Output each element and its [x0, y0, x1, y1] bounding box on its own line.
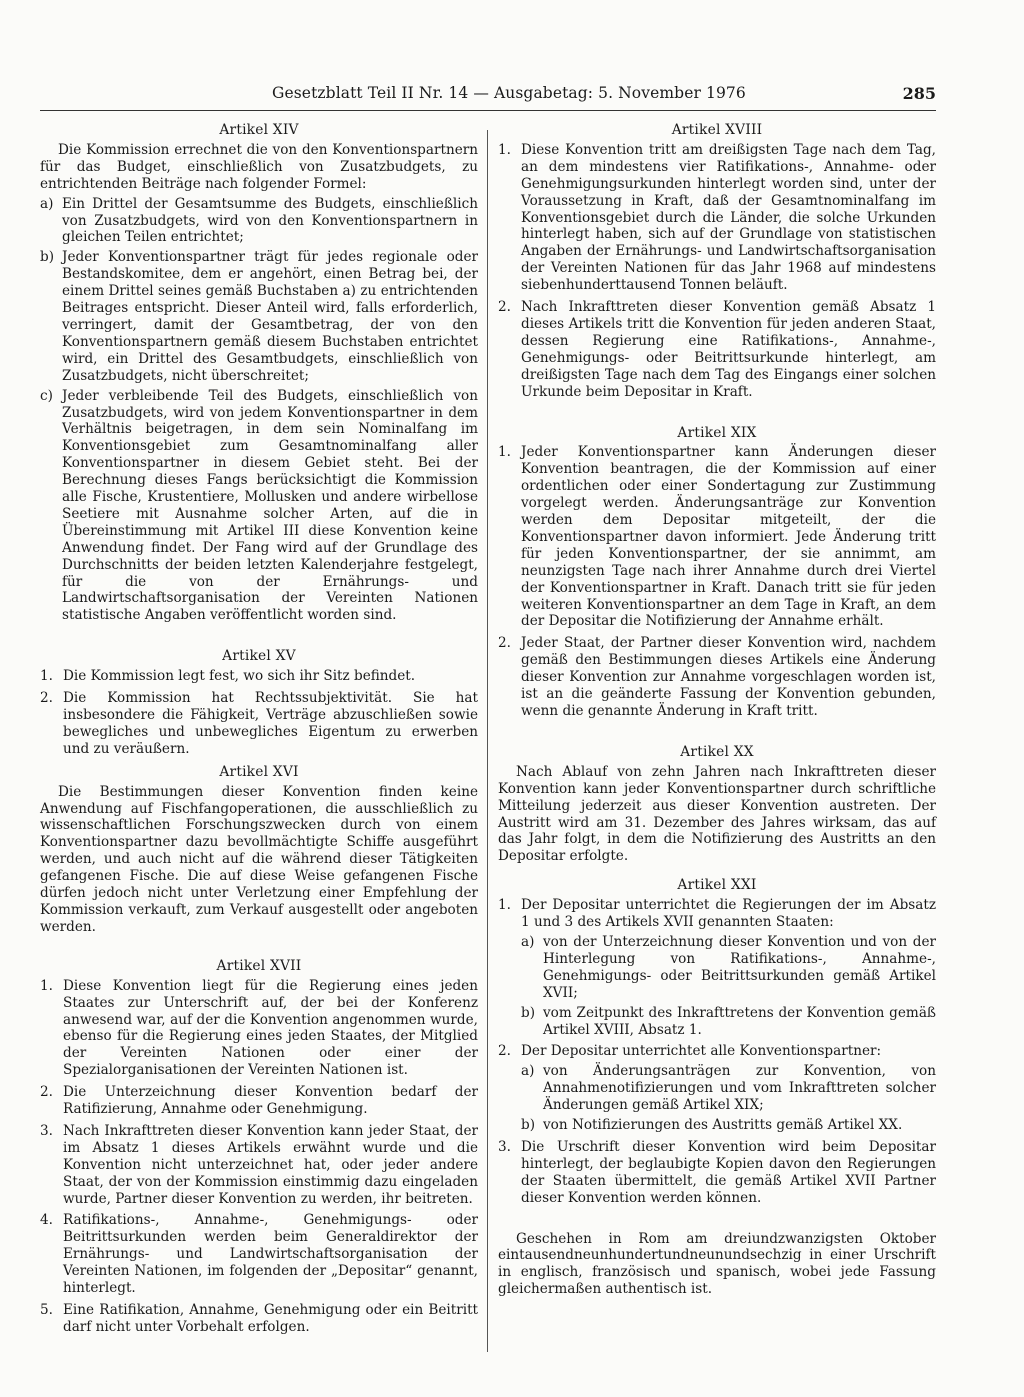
- item-text: Der Depositar unterrichtet die Regierungen der im Absatz 1 und 3 des Artikels XVII genannten Staaten:: [521, 897, 936, 931]
- item-text: von Änderungsanträgen zur Konvention, von Annahmenotifizierungen und vom Inkrafttreten solcher Änderungen gemäß Artikel XIX;: [543, 1063, 936, 1114]
- list-item: [498, 444, 936, 630]
- list-item: [40, 388, 478, 625]
- item-text: Jeder verbleibende Teil des Budgets, einschließlich von Zusatzbudgets, wird von jedem Konventionspartner in dem Verhältnis beigetragen, in dem sein Nominalfang im Konventionsgebiet zum Gesamtnominalfang aller Konventionspartner in diesem Gebiet steht. Bei der Berechnung dieses Fangs berücksichtigt die Kommission alle Fische, Krustentiere, Mollusken und andere wirbellose Seetiere mit Ausnahme solcher Arten, auf die in Übereinstimmung mit Artikel III diese Konvention keine Anwendung findet. Der Fang wird auf der Grundlage des Durchschnitts der beiden letzten Kalenderjahre festgelegt, für die von der Ernährungs- und Landwirtschaftsorganisation der Vereinten Nationen statistische Angaben veröffentlicht worden sind.: [62, 387, 478, 624]
- list-item: [40, 1123, 478, 1208]
- item-text: Die Unterzeichnung dieser Konvention bedarf der Ratifizierung, Annahme oder Genehmigung.: [63, 1084, 478, 1118]
- item-label: 3.: [498, 1138, 511, 1155]
- page-header: [272, 84, 936, 110]
- item-label: 4.: [40, 1212, 53, 1229]
- item-text: Der Depositar unterrichtet alle Konventionspartner:: [521, 1043, 882, 1060]
- item-text: von der Unterzeichnung dieser Konvention und von der Hinterlegung von Ratifikations-, Annahme-, Genehmigungs- oder Beitrittsurkunden gemäß Artikel XVII;: [543, 933, 936, 1001]
- article-xvii: [40, 958, 478, 1336]
- item-label: b): [521, 1117, 536, 1134]
- item-label: 2.: [498, 299, 511, 316]
- item-text: vom Zeitpunkt des Inkrafttretens der Konvention gemäß Artikel XVIII, Absatz 1.: [543, 1004, 936, 1038]
- item-label: 1.: [498, 141, 511, 158]
- list-item: [498, 142, 936, 294]
- item-text: Jeder Staat, der Partner dieser Konvention wird, nachdem gemäß den Bestimmungen dieses Artikels eine Änderung dieser Konvention zur Annahme vorgeschlagen worden ist, ist an die geänderte Fassung der Konvention gebunden, wenn die genannte Änderung in Kraft tritt.: [521, 635, 936, 719]
- list-item: [40, 249, 478, 384]
- sub-list: [521, 1063, 936, 1134]
- list-item: [40, 1302, 478, 1336]
- article-title: Artikel XIV: [219, 122, 299, 138]
- article-title: Artikel XIX: [677, 424, 757, 441]
- list-item: [40, 1084, 478, 1118]
- header-title: Gesetzblatt Teil II Nr. 14 — Ausgabetag: 5. November 1976: [272, 84, 746, 102]
- item-text: Diese Konvention tritt am dreißigsten Tage nach dem Tag, an dem mindestens vier Ratifikations-, Annahme- oder Genehmigungsurkunden hinterlegt worden sind, unter der Voraussetzung in Kraft, daß der Gesamtnominalfang im Konventionsgebiet durch die Länder, die solche Urkunden hinterlegt haben, sich auf der Grundlage von statistischen Angaben der Ernährungs- und Landwirtschaftsorganisation der Vereinten Nationen für das Jahr 1968 auf mindestens siebenhunderttausend Tonnen beläuft.: [521, 141, 936, 294]
- list-item: [40, 978, 478, 1079]
- article-xv: [40, 648, 478, 757]
- item-label: 1.: [40, 977, 53, 994]
- item-label: 1.: [498, 897, 511, 914]
- item-text: Diese Konvention liegt für die Regierung eines jeden Staates zur Unterschrift auf, der bei der Konferenz anwesend war, auf der die Konvention angenommen wurde, ebenso für die Regierung eines jeden Staates, der Mitglied der Vereinten Nationen oder einer der Spezialorganisationen der Vereinten Nationen ist.: [63, 977, 478, 1079]
- item-text: Nach Inkrafttreten dieser Konvention kann jeder Staat, der im Absatz 1 dieses Artikels erwähnt wurde und die Konvention nicht unterzeichnet hat, oder jeder andere Staat, der von der Kommission einstimmig dazu eingeladen wurde, Partner dieser Konvention zu werden, ihr beitreten.: [63, 1122, 478, 1207]
- article-title: Artikel XXI: [677, 877, 757, 894]
- item-label: a): [521, 1063, 535, 1080]
- item-text: Jeder Konventionspartner trägt für jedes regionale oder Bestandskomitee, dem er angehört, einen Betrag bei, der einem Drittel seines gemäß Buchstaben a) zu entrichtenden Beitrages entspricht. Dieser Anteil wird, falls erforderlich, verringert, damit der Gesamtbetrag, der von den Konventionspartnern gemäß diesem Buchstaben entrichtet wird, ein Drittel des Gesamtbudgets, einschließlich von Zusatzbudgets, nicht überschreitet;: [62, 249, 478, 384]
- item-text: Die Urschrift dieser Konvention wird beim Depositar hinterlegt, der beglaubigte Kopien davon den Regierungen der Staaten übermittelt, die gemäß Artikel XVII Partner dieser Konvention werden können.: [521, 1138, 936, 1206]
- item-label: 5.: [40, 1302, 53, 1318]
- article-intro: Die Kommission errechnet die von den Konventionspartnern für das Budget, einschließlich von Zusatzbudgets, zu entrichtenden Beiträge nach folgender Formel:: [40, 141, 478, 192]
- item-label: 2.: [498, 635, 511, 652]
- article-title: Artikel XVI: [219, 763, 299, 780]
- sub-item: [521, 1117, 936, 1134]
- item-label: a): [40, 195, 54, 212]
- item-label: b): [40, 249, 55, 266]
- article-xx: [498, 744, 936, 865]
- item-label: b): [521, 1004, 536, 1021]
- item-text: Die Kommission hat Rechtssubjektivität. Sie hat insbesondere die Fähigkeit, Verträge abzuschließen sowie bewegliches und unbewegliches Eigentum zu erwerben und zu veräußern.: [63, 690, 478, 757]
- item-label: 2.: [40, 1084, 53, 1101]
- list-item: [40, 668, 478, 685]
- list-item: [40, 1212, 478, 1297]
- item-text: Jeder Konventionspartner kann Änderungen dieser Konvention beantragen, die der Kommission auf einer ordentlichen oder einer Sondertagung zur Zustimmung vorgelegt werden. Änderungsanträge zur Konvention werden dem Depositar mitgeteilt, der die Konventionspartner davon informiert. Jede Änderung tritt für jeden Konventionspartner, der sie annimmt, am neunzigsten Tage nach ihrer Annahme durch drei Viertel der Konventionspartner in Kraft. Danach tritt sie für jeden weiteren Konventionspartner an dem Tage in Kraft, an dem der Depositar die Notifizierung der Annahme erhält.: [521, 444, 936, 630]
- list-item: [40, 196, 478, 247]
- right-column: [498, 122, 936, 1298]
- item-text: Ratifikations-, Annahme-, Genehmigungs- oder Beitrittsurkunden werden beim Generaldirektor der Ernährungs- und Landwirtschaftsorganisation der Vereinten Nationen, im folgenden der „Depositar“ genannt, hinterlegt.: [63, 1212, 478, 1297]
- article-text: Nach Ablauf von zehn Jahren nach Inkrafttreten dieser Konvention kann jeder Konventionspartner durch schriftliche Mitteilung jederzeit aus dieser Konvention austreten. Der Austritt wird am 31. Dezember des Jahres wirksam, das auf das Jahr folgt, in dem die Notifizierung des Austritts an den Depositar erfolgte.: [498, 763, 936, 865]
- article-title: Artikel XV: [222, 648, 296, 665]
- item-label: c): [40, 387, 53, 404]
- item-text: Ein Drittel der Gesamtsumme des Budgets, einschließlich von Zusatzbudgets, wird von den Konventionspartnern in gleichen Teilen entrichtet;: [62, 195, 478, 246]
- closing-paragraph: Geschehen in Rom am dreiundzwanzigsten Oktober eintausendneunhundertundneunundsechzig in einer Urschrift in englisch, französisch und spanisch, wobei jede Fassung gleichermaßen authentisch ist.: [498, 1230, 936, 1298]
- list-item: [498, 897, 936, 1038]
- article-xviii: [498, 122, 936, 401]
- article-xxi: [498, 877, 936, 1206]
- sub-item: [521, 934, 936, 1002]
- item-label: 1.: [498, 444, 511, 461]
- article-text: Die Bestimmungen dieser Konvention finden keine Anwendung auf Fischfangoperationen, die ausschließlich zu wissenschaftlichen Forschungszwecken durch von einem Konventionspartner dazu bevollmächtigte Schiffe ausgeführt werden, und auch nicht auf die während dieser Tätigkeiten gefangenen Fische. Die auf diese Weise gefangenen Fische dürfen jedoch nicht unter Verletzung einer Empfehlung der Kommission verkauft, zum Verkauf ausgestellt oder angeboten werden.: [40, 783, 478, 935]
- sub-item: [521, 1063, 936, 1114]
- article-xix: [498, 425, 936, 720]
- list-item: [498, 1139, 936, 1207]
- article-title: Artikel XX: [680, 743, 754, 760]
- list-item: [498, 299, 936, 400]
- sub-item: [521, 1005, 936, 1039]
- article-title: Artikel XVII: [216, 957, 302, 974]
- item-text: Eine Ratifikation, Annahme, Genehmigung oder ein Beitritt darf nicht unter Vorbehalt erfolgen.: [63, 1302, 478, 1335]
- list-item: [498, 635, 936, 720]
- item-label: 2.: [498, 1043, 511, 1060]
- item-text: Die Kommission legt fest, wo sich ihr Sitz befindet.: [63, 668, 416, 685]
- list-item: [40, 690, 478, 758]
- article-xiv: [40, 122, 478, 624]
- item-label: a): [521, 933, 535, 950]
- left-column: [40, 122, 478, 1341]
- page-number: 285: [902, 84, 936, 103]
- item-text: Nach Inkrafttreten dieser Konvention gemäß Absatz 1 dieses Artikels tritt die Konvention für jeden anderen Staat, dessen Regierung eine Ratifikations-, Annahme-, Genehmigungs- oder Beitrittsurkunde hinterlegt, am dreißigsten Tage nach dem Tag des Eingangs einer solchen Urkunde beim Depositar in Kraft.: [521, 299, 936, 400]
- article-title: Artikel XVIII: [671, 122, 763, 138]
- item-label: 1.: [40, 668, 53, 685]
- list-item: [498, 1043, 936, 1134]
- item-label: 2.: [40, 690, 53, 707]
- sub-list: [521, 934, 936, 1038]
- column-divider: [487, 130, 488, 1352]
- header-rule: [40, 110, 936, 111]
- item-text: von Notifizierungen des Austritts gemäß Artikel XX.: [543, 1117, 903, 1134]
- item-label: 3.: [40, 1122, 53, 1139]
- article-xvi: [40, 764, 478, 936]
